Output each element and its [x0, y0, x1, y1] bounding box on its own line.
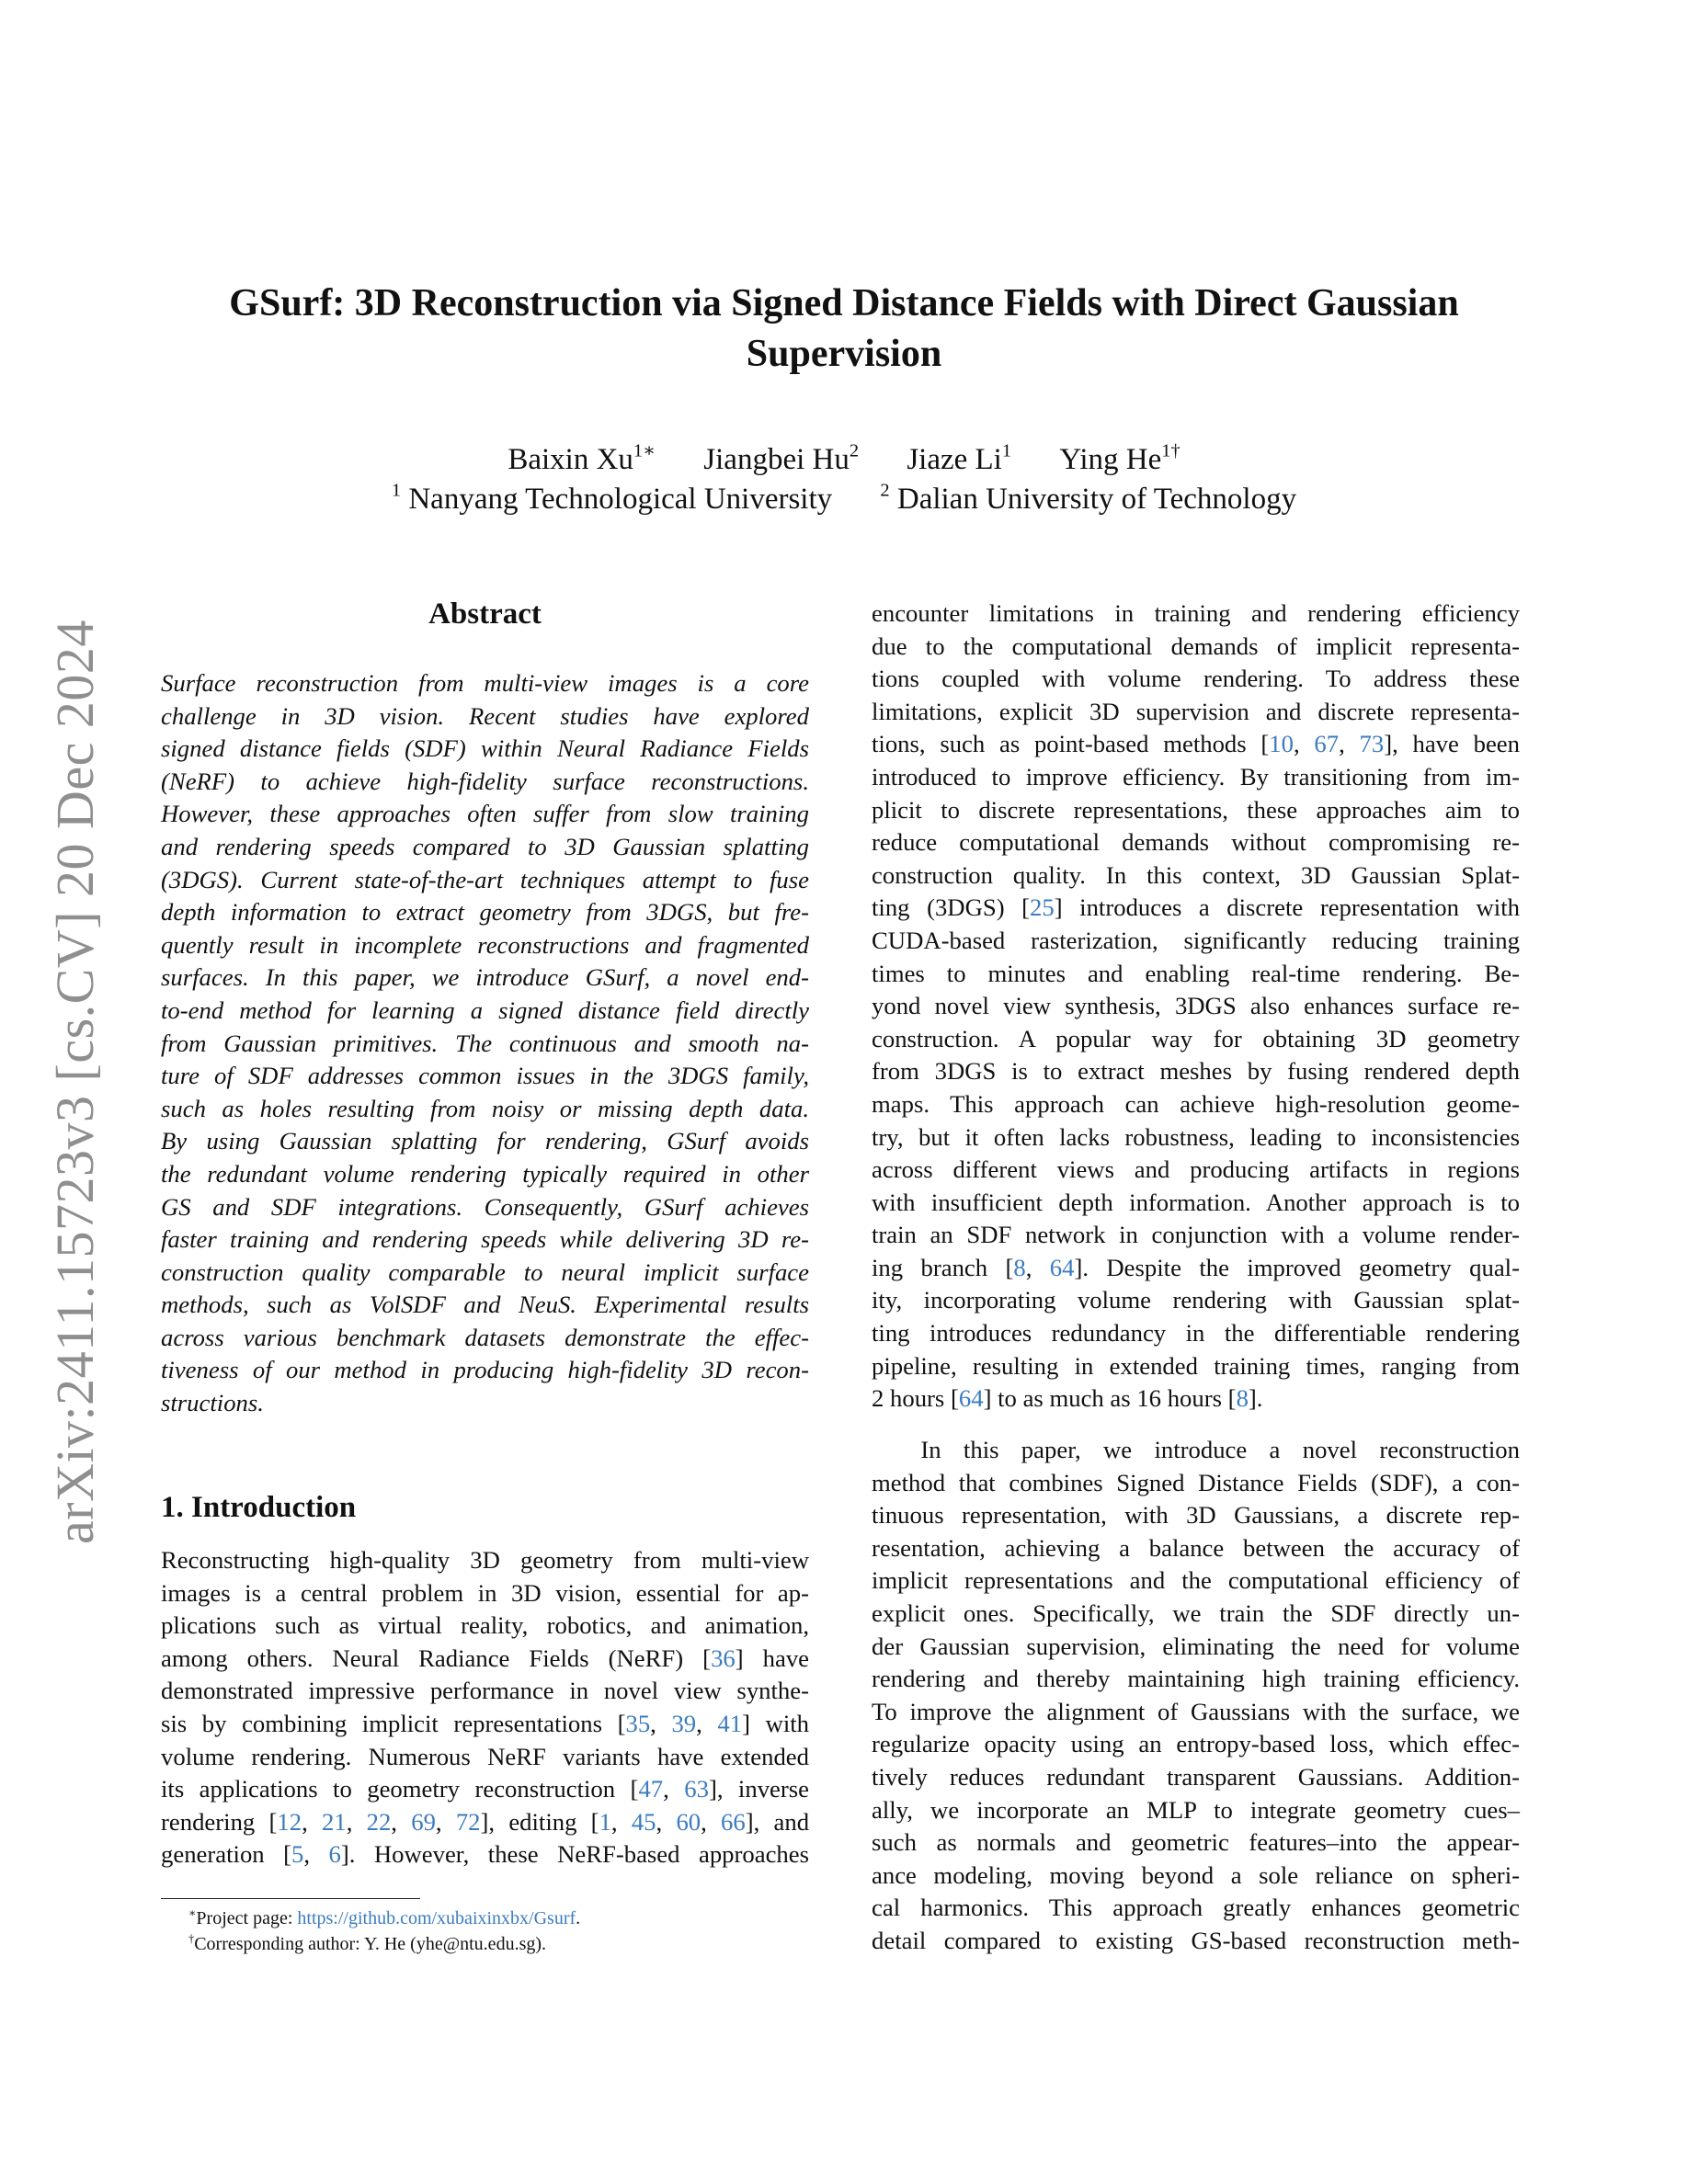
- affiliation: $^2$ Dalian University of Technology: [880, 480, 1297, 516]
- text-run: volume rendering. Numerous NeRF variants have extended: [161, 1742, 809, 1770]
- citation-link[interactable]: 45: [631, 1807, 656, 1836]
- text-line: across various benchmark datasets demonstrate the effec-: [161, 1323, 809, 1351]
- text-line: [161, 1610, 809, 1643]
- text-run: rendering and thereby maintaining high training efficiency.: [872, 1665, 1520, 1693]
- text-run: from 3DGS is to extract meshes by fusing rendered depth: [872, 1057, 1520, 1086]
- text-line: [872, 1187, 1520, 1220]
- text-line: GS and SDF integrations. Consequently, GSurf achieves: [161, 1192, 809, 1221]
- text-run: ,: [302, 1807, 322, 1836]
- text-run: explicit ones. Specifically, we train the SDF directly un-: [872, 1598, 1520, 1627]
- text-run: ,: [346, 1807, 367, 1836]
- text-line: [872, 1892, 1520, 1925]
- text-run: train an SDF network in conjunction with a volume render-: [872, 1221, 1520, 1249]
- affiliation: $^1$ Nanyang Technological University: [391, 480, 833, 516]
- text-run: encounter limitations in training and rendering efficiency: [872, 599, 1520, 627]
- text-line: [872, 1154, 1520, 1187]
- text-line: signed distance fields (SDF) within Neural Radiance Fields: [161, 734, 809, 763]
- text-run: ,: [391, 1807, 412, 1836]
- citation-link[interactable]: 66: [721, 1807, 746, 1836]
- citation-link[interactable]: 35: [625, 1709, 651, 1737]
- text-run: CUDA-based rasterization, significantly reducing training: [872, 926, 1520, 954]
- text-line: surfaces. In this paper, we introduce GSurf, a novel end-: [161, 963, 809, 992]
- text-run: ], have been: [1384, 730, 1520, 758]
- text-run: such as normals and geometric features–into the appear-: [872, 1828, 1520, 1857]
- text-run: detail compared to existing GS-based reconstruction meth-: [872, 1926, 1520, 1954]
- text-run: ally, we incorporate an MLP to integrate geometry cues–: [872, 1795, 1520, 1824]
- text-line: [872, 1350, 1520, 1383]
- author-list: [138, 439, 1550, 480]
- text-line: [872, 1794, 1520, 1827]
- citation-link[interactable]: 64: [1049, 1253, 1075, 1281]
- text-run: In this paper, we introduce a novel reconstruction: [872, 1436, 1520, 1463]
- introduction-paragraph: [161, 1544, 809, 1871]
- right-column-paragraph-2: [872, 1434, 1520, 1958]
- text-line: [872, 663, 1520, 696]
- text-run: times to minutes and enabling real-time rendering. Be-: [872, 959, 1520, 987]
- text-line: [161, 1544, 809, 1577]
- text-run: ting introduces redundancy in the differentiable rendering: [872, 1319, 1520, 1348]
- text-run: due to the computational demands of implicit representa-: [872, 631, 1520, 660]
- text-run: tions coupled with volume rendering. To address these: [872, 665, 1520, 693]
- text-line: (NeRF) to achieve high-fidelity surface reconstructions.: [161, 767, 809, 795]
- citation-link[interactable]: 73: [1359, 730, 1385, 758]
- text-line: [872, 1598, 1520, 1631]
- text-run: ,: [1025, 1253, 1050, 1281]
- text-line: [161, 1675, 809, 1708]
- text-line: the redundant volume rendering typically required in other: [161, 1159, 809, 1188]
- text-line: [872, 1467, 1520, 1500]
- text-line: [872, 859, 1520, 893]
- text-line: [161, 1806, 809, 1839]
- text-run: limitations, explicit 3D supervision and discrete representa-: [872, 697, 1520, 725]
- text-run: plicit to discrete representations, these approaches aim to: [872, 795, 1520, 824]
- citation-link[interactable]: 6: [328, 1840, 341, 1869]
- text-line: [872, 728, 1520, 761]
- text-run: ,: [1339, 730, 1360, 758]
- text-line: such as holes resulting from noisy or missing depth data.: [161, 1094, 809, 1122]
- text-run: resentation, achieving a balance between the accuracy of: [872, 1533, 1520, 1562]
- text-line: structions.: [161, 1389, 264, 1417]
- text-line: [872, 1284, 1520, 1317]
- project-page-link[interactable]: https://github.com/xubaixinxbx/Gsurf: [297, 1908, 576, 1928]
- citation-link[interactable]: 1: [599, 1807, 611, 1836]
- text-run: ,: [303, 1840, 329, 1869]
- text-run: ], inverse: [708, 1775, 809, 1803]
- text-line: (3DGS). Current state-of-the-art techniques attempt to fuse: [161, 865, 809, 893]
- text-line: [872, 1055, 1520, 1088]
- text-run: ,: [650, 1709, 672, 1737]
- text-line: [872, 892, 1520, 925]
- text-line: methods, such as VolSDF and NeuS. Experimental results: [161, 1291, 809, 1319]
- citation-link[interactable]: 8: [1013, 1253, 1026, 1281]
- text-run: yond novel view synthesis, 3DGS also enhances surface re-: [872, 992, 1520, 1020]
- text-line: [872, 1532, 1520, 1565]
- text-line: ture of SDF addresses common issues in the 3DGS family,: [161, 1062, 809, 1090]
- text-line: depth information to extract geometry from 3DGS, but fre-: [161, 898, 809, 927]
- citation-link[interactable]: 10: [1269, 730, 1294, 758]
- text-run: ], and: [745, 1807, 810, 1836]
- text-line: By using Gaussian splatting for rendering, GSurf avoids: [161, 1127, 809, 1155]
- footnote-project-page: ∗Project page: https://github.com/xubaixinxbx/Gsurf.: [188, 1905, 581, 1928]
- text-run: ]. However, these NeRF-based approaches: [340, 1840, 810, 1869]
- text-run: ing branch [: [872, 1253, 1014, 1281]
- text-line: [872, 1382, 1520, 1416]
- text-run: ance modeling, moving beyond a sole reliance on spheri-: [872, 1860, 1520, 1889]
- citation-link[interactable]: 5: [291, 1840, 304, 1869]
- section-heading-introduction: 1. Introduction: [161, 1491, 357, 1524]
- text-run: ,: [696, 1709, 718, 1737]
- text-run: ] with: [742, 1709, 810, 1737]
- text-line: [872, 696, 1520, 729]
- text-run: ity, incorporating volume rendering with Gaussian splat-: [872, 1286, 1520, 1314]
- author: Jiaze Li$^1$: [907, 440, 1012, 476]
- text-line: [872, 1088, 1520, 1121]
- text-line: [872, 1023, 1520, 1056]
- text-run: ] introduces a discrete representation with: [1054, 893, 1520, 922]
- abstract-heading: Abstract: [428, 597, 542, 631]
- text-run: reduce computational demands without compromising re-: [872, 828, 1520, 857]
- citation-link[interactable]: 25: [1030, 893, 1055, 922]
- citation-link[interactable]: 60: [676, 1807, 701, 1836]
- text-line: Surface reconstruction from multi-view images is a core: [161, 669, 809, 697]
- text-run: tively reduces redundant transparent Gaussians. Addition-: [872, 1762, 1520, 1791]
- citation-link[interactable]: 39: [671, 1709, 697, 1737]
- text-line: [872, 761, 1520, 794]
- footnote-rule: [161, 1898, 420, 1899]
- text-line: [872, 826, 1520, 859]
- text-run: ,: [1293, 730, 1315, 758]
- footnote-corresponding-author: †Corresponding author: Y. He (yhe@ntu.edu.sg).: [188, 1931, 547, 1954]
- text-run: sis by combining implicit representations [: [161, 1709, 626, 1737]
- text-line: [872, 925, 1520, 958]
- citation-link[interactable]: 63: [684, 1775, 709, 1803]
- affiliation-list: [138, 479, 1550, 519]
- text-line: [872, 1696, 1520, 1729]
- text-line: tiveness of our method in producing high-fidelity 3D recon-: [161, 1356, 809, 1384]
- text-run: ,: [663, 1775, 685, 1803]
- abstract-body: [161, 667, 809, 1420]
- text-run: ], editing [: [480, 1807, 599, 1836]
- text-run: try, but it often lacks robustness, leading to inconsistencies: [872, 1122, 1520, 1151]
- text-line: [872, 1728, 1520, 1761]
- text-line: However, these approaches often suffer from slow training: [161, 800, 809, 828]
- text-run: ] have: [735, 1644, 810, 1672]
- text-line: [872, 631, 1520, 664]
- author: Ying $He^{1\dagger}$: [1059, 440, 1180, 476]
- text-run: To improve the alignment of Gaussians with the surface, we: [872, 1697, 1520, 1725]
- citation-link[interactable]: 47: [638, 1775, 664, 1803]
- author: Baixin $Xu^{1∗}$: [508, 440, 656, 476]
- text-line: [872, 794, 1520, 827]
- text-line: [872, 1434, 1520, 1467]
- text-run: generation [: [161, 1840, 291, 1869]
- citation-link[interactable]: 22: [366, 1807, 392, 1836]
- text-line: from Gaussian primitives. The continuous and smooth na-: [161, 1029, 809, 1057]
- text-run: ,: [701, 1807, 722, 1836]
- text-run: its applications to geometry reconstruction [: [161, 1775, 639, 1803]
- text-line: [872, 1219, 1520, 1252]
- text-line: [872, 1317, 1520, 1350]
- text-run: tinuous representation, with 3D Gaussians, a discrete rep-: [872, 1501, 1520, 1530]
- text-run: regularize opacity using an entropy-based loss, which effec-: [872, 1730, 1520, 1758]
- text-line: [872, 1860, 1520, 1893]
- text-run: 2 hours [: [872, 1384, 959, 1413]
- text-run: maps. This approach can achieve high-resolution geome-: [872, 1089, 1520, 1118]
- text-line: [872, 1663, 1520, 1696]
- text-run: across different views and producing artifacts in regions: [872, 1155, 1520, 1184]
- text-line: quently result in incomplete reconstructions and fragmented: [161, 930, 809, 959]
- text-line: [872, 1631, 1520, 1664]
- citation-link[interactable]: 67: [1314, 730, 1340, 758]
- text-line: [872, 1499, 1520, 1532]
- text-line: construction quality comparable to neural implicit surface: [161, 1257, 809, 1286]
- text-line: and rendering speeds compared to 3D Gaussian splatting: [161, 832, 809, 860]
- text-run: plications such as virtual reality, robotics, and animation,: [161, 1611, 809, 1640]
- text-line: [872, 990, 1520, 1023]
- citation-link[interactable]: 12: [277, 1807, 302, 1836]
- text-line: [872, 1252, 1520, 1285]
- text-line: [872, 958, 1520, 991]
- text-run: der Gaussian supervision, eliminating the need for volume: [872, 1632, 1520, 1660]
- text-line: [872, 1761, 1520, 1794]
- citation-link[interactable]: 64: [958, 1384, 984, 1413]
- text-line: [872, 597, 1520, 631]
- text-line: [161, 1741, 809, 1774]
- text-line: [161, 1838, 809, 1871]
- text-line: [161, 1773, 809, 1806]
- text-run: ] to as much as 16 hours [: [983, 1384, 1237, 1413]
- text-run: cal harmonics. This approach greatly enhances geometric: [872, 1894, 1520, 1922]
- citation-link[interactable]: 72: [455, 1807, 481, 1836]
- text-line: challenge in 3D vision. Recent studies have explored: [161, 701, 809, 730]
- text-run: pipeline, resulting in extended training times, ranging from: [872, 1351, 1520, 1380]
- text-line: [161, 1577, 809, 1610]
- text-line: [872, 1826, 1520, 1860]
- text-line: [872, 1925, 1520, 1958]
- text-line: to-end method for learning a signed distance field directly: [161, 995, 809, 1024]
- text-run: ,: [610, 1807, 632, 1836]
- text-line: [161, 1643, 809, 1676]
- text-run: ].: [1248, 1384, 1263, 1413]
- citation-link[interactable]: 21: [322, 1807, 347, 1836]
- text-run: with insufficient depth information. Another approach is to: [872, 1188, 1520, 1216]
- text-run: demonstrated impressive performance in novel view synthe-: [161, 1677, 809, 1705]
- text-run: tions, such as point-based methods [: [872, 730, 1270, 758]
- right-column-paragraph-1: [872, 597, 1520, 1416]
- text-run: introduced to improve efficiency. By transitioning from im-: [872, 762, 1520, 791]
- text-run: images is a central problem in 3D vision, essential for ap-: [161, 1578, 809, 1607]
- text-run: Reconstructing high-quality 3D geometry from multi-view: [161, 1546, 809, 1574]
- text-run: ,: [435, 1807, 456, 1836]
- text-run: among others. Neural Radiance Fields (NeRF) [: [161, 1644, 712, 1672]
- author: Jiangbei Hu$^2$: [703, 440, 860, 476]
- citation-link[interactable]: 8: [1236, 1384, 1249, 1413]
- citation-link[interactable]: 36: [711, 1644, 736, 1672]
- text-run: construction quality. In this context, 3D Gaussian Splat-: [872, 860, 1520, 889]
- text-run: ting (3DGS) [: [872, 893, 1031, 922]
- text-run: implicit representations and the computational efficiency of: [872, 1566, 1520, 1595]
- arxiv-stamp: arXiv:2411.15723v3 [cs.CV] 20 Dec 2024: [45, 620, 105, 1544]
- text-line: faster training and rendering speeds while delivering 3D re-: [161, 1225, 809, 1254]
- citation-link[interactable]: 41: [717, 1709, 743, 1737]
- citation-link[interactable]: 69: [411, 1807, 436, 1836]
- text-run: ,: [656, 1807, 677, 1836]
- text-line: [872, 1564, 1520, 1598]
- paper-title: GSurf: 3D Reconstruction via Signed Distance Fields with Direct Gaussian Supervision: [229, 282, 1459, 375]
- text-line: [161, 1708, 809, 1741]
- text-line: [872, 1121, 1520, 1155]
- text-run: rendering [: [161, 1807, 278, 1836]
- text-run: ]. Despite the improved geometry qual-: [1074, 1253, 1520, 1281]
- text-run: construction. A popular way for obtaining 3D geometry: [872, 1024, 1520, 1052]
- text-run: method that combines Signed Distance Fields (SDF), a con-: [872, 1468, 1520, 1496]
